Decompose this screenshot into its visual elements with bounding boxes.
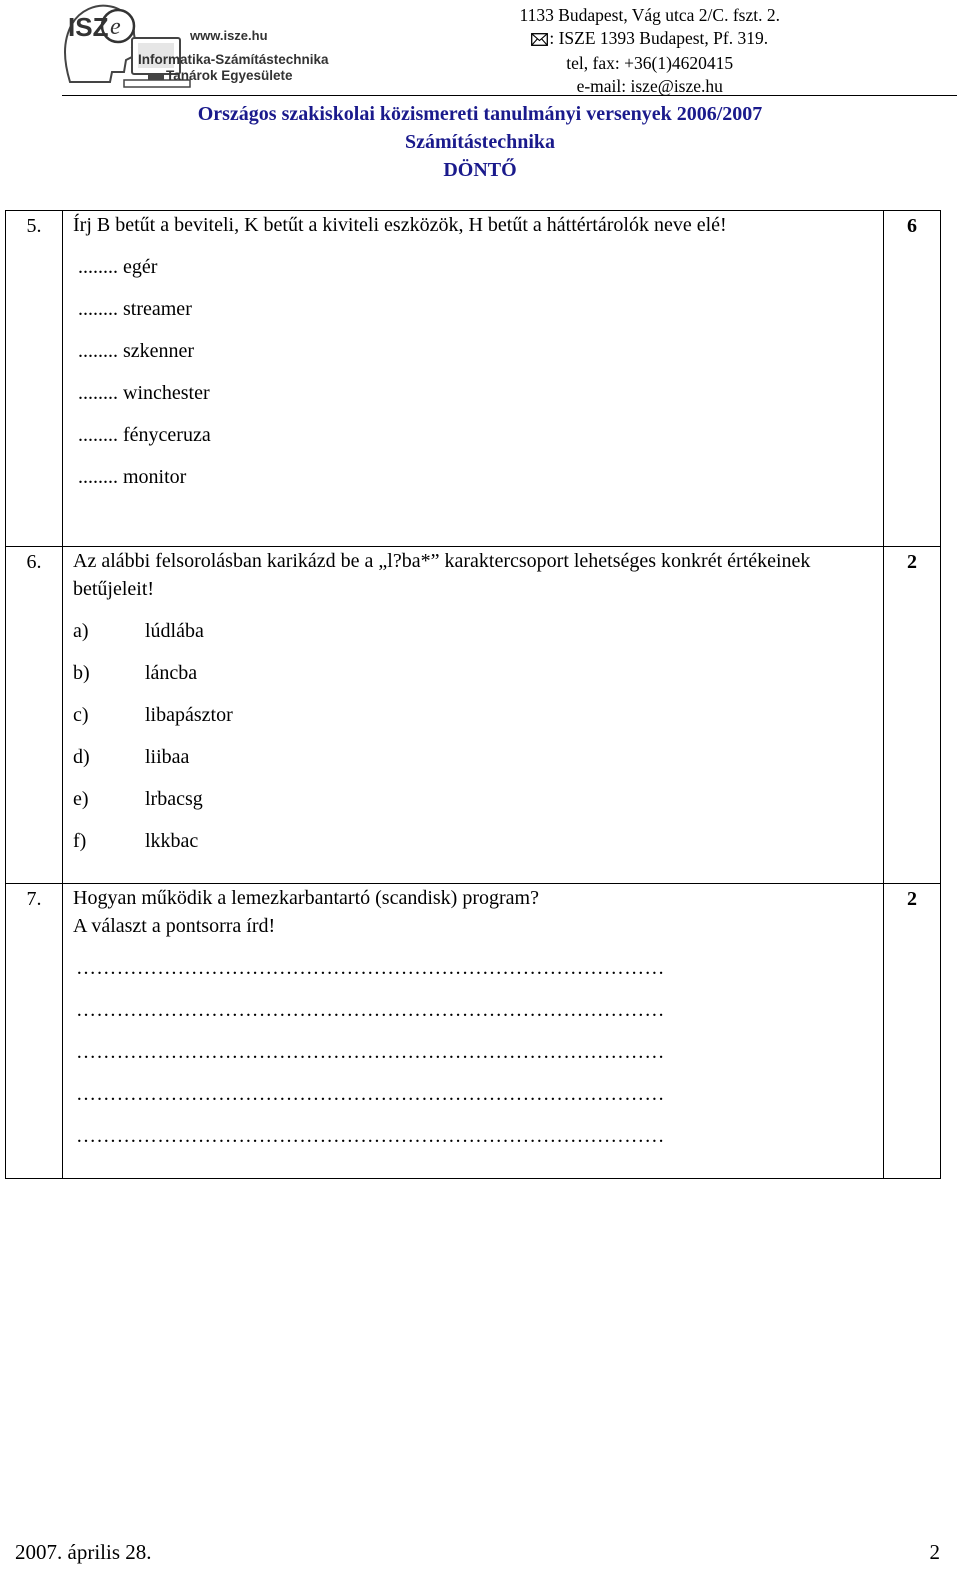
question-row-6	[6, 547, 941, 884]
task-table	[5, 210, 941, 1179]
option-item[interactable]	[73, 617, 875, 659]
answer-line[interactable]: ……………………………………………………………………………	[76, 1041, 665, 1063]
question-body	[63, 884, 884, 1179]
option-list	[73, 617, 875, 869]
page-footer	[15, 1540, 940, 1565]
fill-in-item[interactable]: ........ monitor	[78, 466, 187, 488]
address-postal	[519, 27, 780, 52]
fill-in-item[interactable]: ........ winchester	[78, 382, 210, 404]
envelope-icon	[531, 29, 548, 52]
question-text: Az alábbi felsorolásban karikázd be a „l?ba*” karaktercsoport lehetséges konkrét értékeinek betűjeleit!	[73, 550, 811, 600]
option-letter: c)	[73, 704, 89, 726]
fill-in-item[interactable]: ........ fényceruza	[78, 424, 211, 446]
answer-lines	[76, 954, 875, 1164]
question-text-line2: A választ a pontsorra írd!	[73, 915, 276, 937]
question-row-5	[6, 211, 941, 547]
answer-line[interactable]: ……………………………………………………………………………	[76, 1125, 665, 1147]
fill-in-list	[78, 253, 875, 505]
page-number: 2	[929, 1540, 940, 1564]
logo-graphic	[62, 2, 330, 88]
address-postal-text: : ISZE 1393 Budapest, Pf. 319.	[549, 28, 769, 48]
answer-line[interactable]: ……………………………………………………………………………	[76, 957, 665, 979]
question-text-line1: Hogyan működik a lemezkarbantartó (scandisk) program?	[73, 887, 539, 909]
option-letter: b)	[73, 662, 90, 684]
address-street: 1133 Budapest, Vág utca 2/C. fszt. 2.	[519, 5, 780, 25]
question-row-7	[6, 884, 941, 1179]
logo-org-line1: Informatika-Számítástechnika	[138, 52, 329, 67]
option-item[interactable]	[73, 659, 875, 701]
logo-e-text: e	[110, 14, 121, 40]
option-letter: a)	[73, 620, 89, 642]
question-text: Írj B betűt a beviteli, K betűt a kiviteli eszközök, H betűt a háttértárolók neve elé!	[73, 214, 727, 236]
question-body	[63, 211, 884, 547]
address-phone: tel, fax: +36(1)4620415	[566, 53, 734, 73]
option-item[interactable]	[73, 827, 875, 869]
option-text: lúdlába	[145, 620, 204, 642]
option-text: liibaa	[145, 746, 190, 768]
address-email: e-mail: isze@isze.hu	[576, 76, 723, 96]
round-title: DÖNTŐ	[443, 159, 517, 181]
option-letter: e)	[73, 788, 89, 810]
question-score: 2	[884, 884, 941, 1179]
logo-url: www.isze.hu	[190, 28, 268, 43]
address-block	[519, 4, 780, 98]
answer-line[interactable]: ……………………………………………………………………………	[76, 999, 665, 1021]
question-number: 5.	[6, 211, 63, 547]
question-number: 6.	[6, 547, 63, 884]
option-text: lrbacsg	[145, 788, 203, 810]
answer-line[interactable]: ……………………………………………………………………………	[76, 1083, 665, 1105]
option-item[interactable]	[73, 701, 875, 743]
logo-main-text: ISZ	[68, 12, 109, 42]
question-score: 2	[884, 547, 941, 884]
option-item[interactable]	[73, 785, 875, 827]
subject-title: Számítástechnika	[405, 131, 555, 153]
question-body	[63, 547, 884, 884]
question-score: 6	[884, 211, 941, 547]
option-text: libapásztor	[145, 704, 233, 726]
option-letter: f)	[73, 830, 87, 852]
option-text: lkkbac	[145, 830, 199, 852]
header-divider	[62, 95, 957, 96]
option-item[interactable]	[73, 743, 875, 785]
fill-in-item[interactable]: ........ szkenner	[78, 340, 195, 362]
option-letter: d)	[73, 746, 90, 768]
competition-title: Országos szakiskolai közismereti tanulmányi versenyek 2006/2007	[197, 103, 763, 125]
document-titles	[0, 100, 960, 184]
option-text: láncba	[145, 662, 198, 684]
fill-in-item[interactable]: ........ streamer	[78, 298, 192, 320]
logo-org-line2: Tanárok Egyesülete	[166, 68, 293, 83]
isze-logo	[62, 2, 330, 88]
footer-date: 2007. április 28.	[15, 1540, 152, 1564]
question-number: 7.	[6, 884, 63, 1179]
fill-in-item[interactable]: ........ egér	[78, 256, 158, 278]
